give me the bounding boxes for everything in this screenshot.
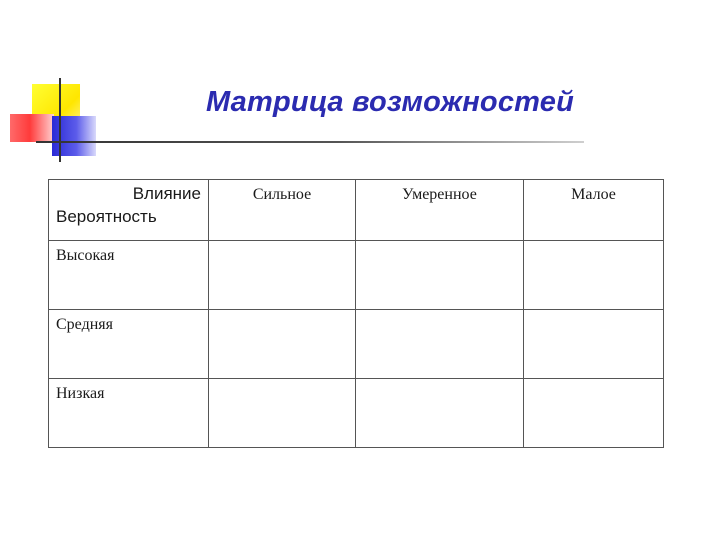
row-header-low: Низкая: [49, 379, 209, 448]
corner-cell: [49, 180, 209, 241]
matrix-cell: [209, 241, 356, 310]
table-row: [49, 379, 664, 448]
slide-title: Матрица возможностей: [205, 86, 575, 118]
influence-label: Влияние: [132, 184, 201, 203]
decorative-red-bar: [10, 114, 54, 142]
matrix-cell: [524, 310, 664, 379]
matrix-cell: [524, 241, 664, 310]
opportunity-matrix-table: [48, 179, 664, 448]
matrix-cell: [524, 379, 664, 448]
table-row: [49, 310, 664, 379]
row-header-medium: Средняя: [49, 310, 209, 379]
decorative-vertical-line: [59, 78, 61, 162]
title-underline-divider: [36, 141, 584, 143]
column-header-strong: Сильное: [209, 180, 356, 241]
table-header-row: [49, 180, 664, 241]
column-header-low: Малое: [524, 180, 664, 241]
matrix-cell: [209, 310, 356, 379]
column-header-moderate: Умеренное: [356, 180, 524, 241]
matrix-cell: [356, 379, 524, 448]
table-row: [49, 241, 664, 310]
matrix-cell: [356, 310, 524, 379]
row-header-high: Высокая: [49, 241, 209, 310]
probability-label: Вероятность: [56, 207, 157, 226]
matrix-cell: [356, 241, 524, 310]
matrix-cell: [209, 379, 356, 448]
